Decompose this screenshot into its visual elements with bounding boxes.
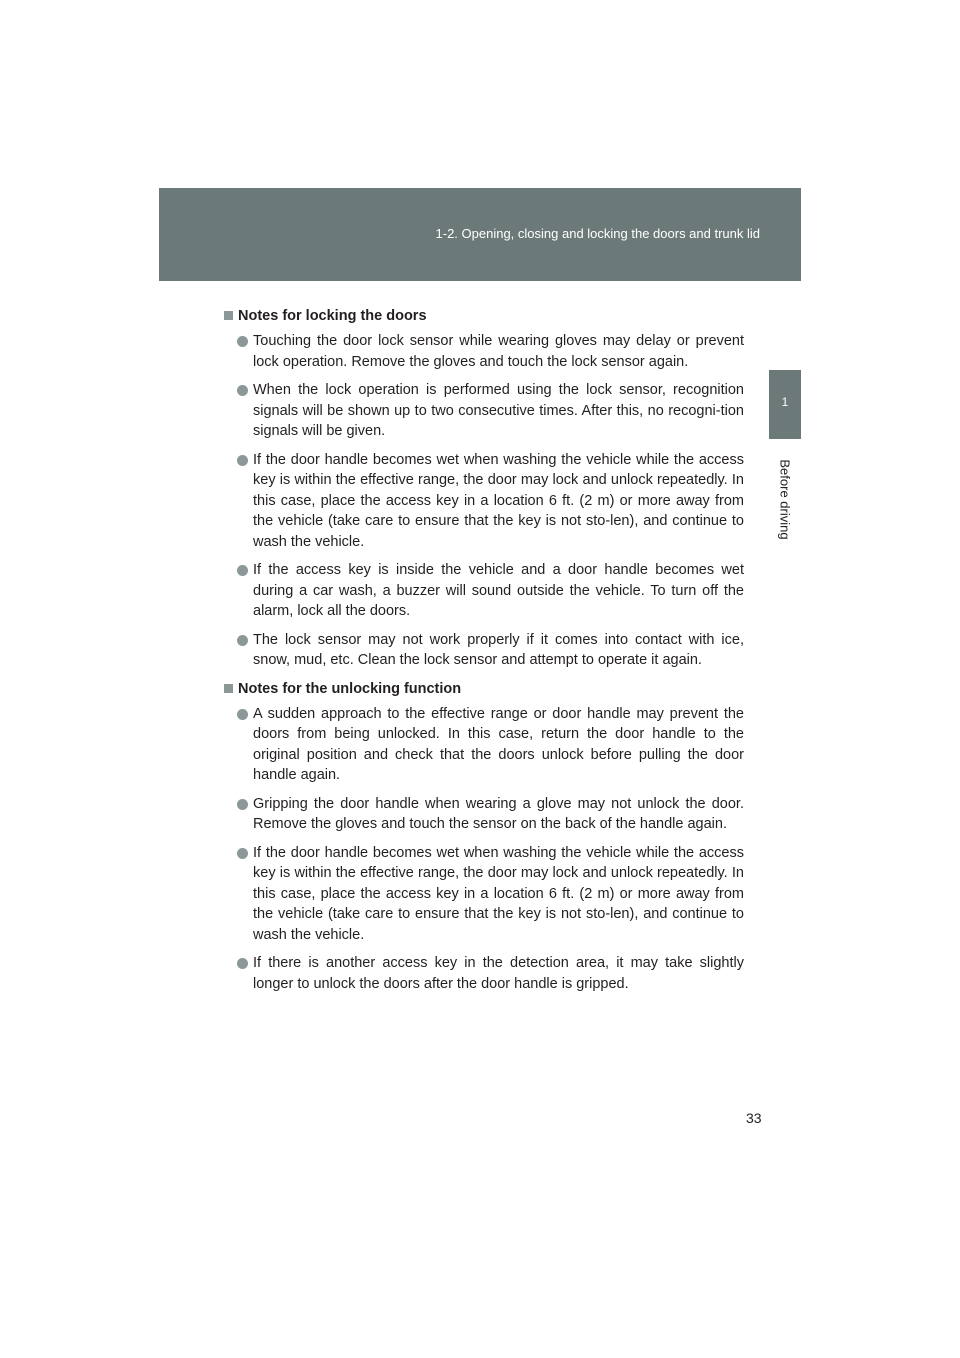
list-item <box>224 380 744 442</box>
list-item <box>224 630 744 671</box>
circle-bullet-icon <box>237 958 248 969</box>
square-bullet-icon <box>224 311 233 320</box>
list-item <box>224 953 744 994</box>
section-heading-text: Notes for locking the doors <box>238 308 427 324</box>
circle-bullet-icon <box>237 635 248 646</box>
section-heading-unlocking <box>224 679 744 700</box>
list-item <box>224 794 744 835</box>
circle-bullet-icon <box>237 565 248 576</box>
list-item <box>224 331 744 372</box>
list-item-text: Touching the door lock sensor while wearing gloves may delay or prevent lock operation. Remove the gloves and touch the lock sensor again. <box>253 333 744 370</box>
page-content <box>224 306 744 1002</box>
circle-bullet-icon <box>237 385 248 396</box>
chapter-header-bar <box>159 188 801 281</box>
circle-bullet-icon <box>237 455 248 466</box>
list-item <box>224 843 744 946</box>
list-item-text: If the door handle becomes wet when washing the vehicle while the access key is within the effective range, the door may lock and unlock repeatedly. In this case, place the access key in a location 6 ft. (2 m) or more away from the vehicle (take care to ensure that the key is not sto-len), and continue to wash the vehicle. <box>253 844 744 943</box>
list-item <box>224 704 744 786</box>
list-item-text: If the door handle becomes wet when washing the vehicle while the access key is within the effective range, the door may lock and unlock repeatedly. In this case, place the access key in a location 6 ft. (2 m) or more away from the vehicle (take care to ensure that the key is not sto-len), and continue to wash the vehicle. <box>253 451 744 550</box>
list-item-text: The lock sensor may not work properly if it comes into contact with ice, snow, mud, etc. Clean the lock sensor and attempt to operate it again. <box>253 631 744 668</box>
list-item-text: Gripping the door handle when wearing a glove may not unlock the door. Remove the gloves and touch the sensor on the back of the handle again. <box>253 795 744 832</box>
chapter-side-label: Before driving <box>777 459 793 540</box>
circle-bullet-icon <box>237 799 248 810</box>
list-item-text: When the lock operation is performed using the lock sensor, recognition signals will be shown up to two consecutive times. After this, no recogni-tion signals will be given. <box>253 382 744 439</box>
list-item-text: If there is another access key in the detection area, it may take slightly longer to unlock the doors after the door handle is gripped. <box>253 955 744 992</box>
section-heading-text: Notes for the unlocking function <box>238 680 462 697</box>
square-bullet-icon <box>224 684 233 693</box>
list-item-text: A sudden approach to the effective range or door handle may prevent the doors from being unlocked. In this case, return the door handle to the original position and check that the doors unlock before pulling the door handle again. <box>253 705 744 783</box>
chapter-side-tab <box>769 370 801 439</box>
page-number: 33 <box>746 1110 762 1126</box>
list-item-text: If the access key is inside the vehicle and a door handle becomes wet during a car wash, a buzzer will sound outside the vehicle. To turn off the alarm, lock all the doors. <box>253 562 744 619</box>
circle-bullet-icon <box>237 709 248 720</box>
chapter-header-title: 1-2. Opening, closing and locking the doors and trunk lid <box>435 226 760 241</box>
list-item <box>224 560 744 622</box>
circle-bullet-icon <box>237 848 248 859</box>
section-heading-locking <box>224 306 744 327</box>
chapter-number: 1 <box>781 395 789 409</box>
circle-bullet-icon <box>237 336 248 347</box>
list-item <box>224 450 744 553</box>
